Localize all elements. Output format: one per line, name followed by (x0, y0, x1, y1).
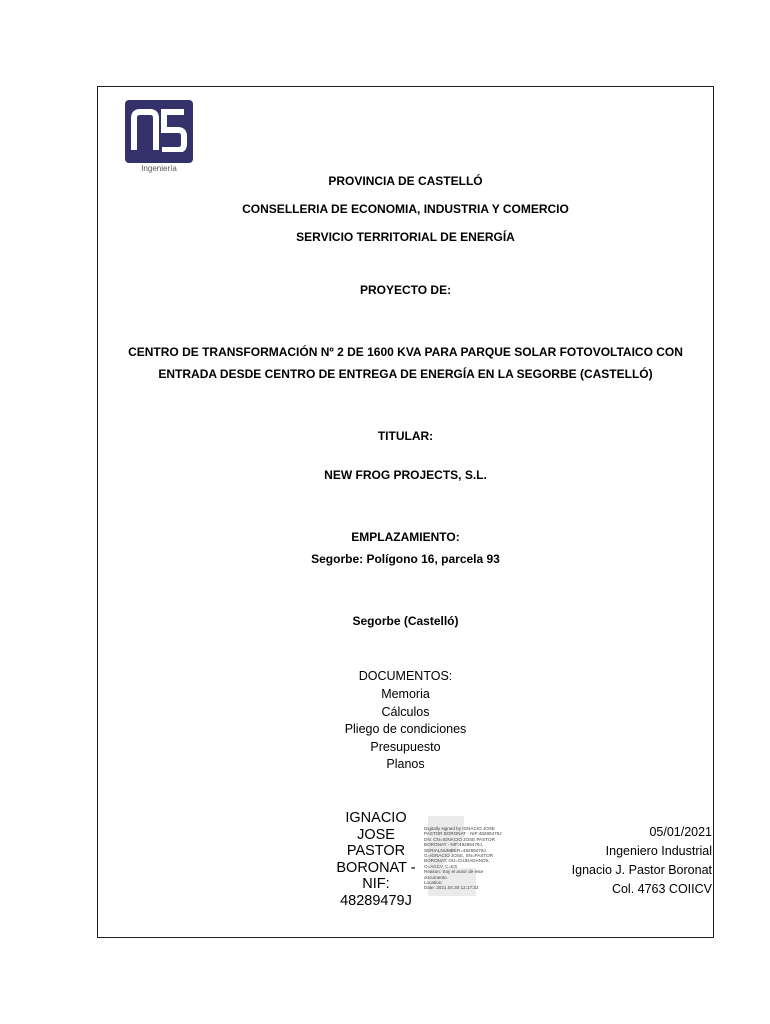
documents-item: Pliego de condiciones (344, 722, 467, 736)
engineer-name: Ignacio J. Pastor Boronat (571, 863, 712, 877)
service-heading: SERVICIO TERRITORIAL DE ENERGÍA (296, 230, 515, 244)
holder-name: NEW FROG PROJECTS, S.L. (324, 468, 487, 482)
documents-label: DOCUMENTOS: (358, 669, 453, 683)
engineer-block (572, 823, 712, 899)
location-detail: Segorbe: Polígono 16, parcela 93 (311, 552, 500, 566)
location-town: Segorbe (Castelló) (352, 614, 459, 628)
documents-item: Presupuesto (370, 740, 441, 754)
logo-mark (125, 100, 193, 163)
signature-date: 05/01/2021 (649, 825, 712, 839)
documents-item: Memoria (381, 687, 430, 701)
project-label: PROYECTO DE: (359, 283, 452, 297)
digital-signature-details: Digitally signed by IGNACIO JOSE PASTOR BORONAT - NIF:48289479J DN: CN=IGNACIO JOSE PASTOR BORONAT - NIF:48289479J, SERIALNUMBER=48289479J, G=IGNACIO JOSE, SN=PASTOR BORONAT, OU=CIUDADANOS, O=ACCV, C=ES Reason: Soy el autor de este documento Location: Date: 2021.04.30 12:17:32 (424, 826, 502, 891)
project-title-line2: ENTRADA DESDE CENTRO DE ENTREGA DE ENERGÍA EN LA SEGORBE (CASTELLÓ) (158, 367, 653, 381)
holder-label: TITULAR: (377, 429, 434, 443)
engineer-role: Ingeniero Industrial (605, 844, 712, 858)
documents-item: Cálculos (381, 705, 430, 719)
department-heading: CONSELLERIA DE ECONOMIA, INDUSTRIA Y COMERCIO (242, 202, 569, 216)
province-heading: PROVINCIA DE CASTELLÓ (328, 174, 483, 188)
documents-item: Planos (386, 757, 425, 771)
location-label: EMPLAZAMIENTO: (351, 530, 460, 544)
project-title-line1: CENTRO DE TRANSFORMACIÓN Nº 2 DE 1600 KVA PARA PARQUE SOLAR FOTOVOLTAICO CON (128, 345, 683, 359)
engineer-college: Col. 4763 COIICV (611, 882, 712, 896)
signer-name: IGNACIO JOSE PASTOR BORONAT - NIF: 48289479J (336, 810, 416, 909)
logo-subtitle: Ingeniería (141, 164, 177, 173)
company-logo (125, 100, 195, 178)
